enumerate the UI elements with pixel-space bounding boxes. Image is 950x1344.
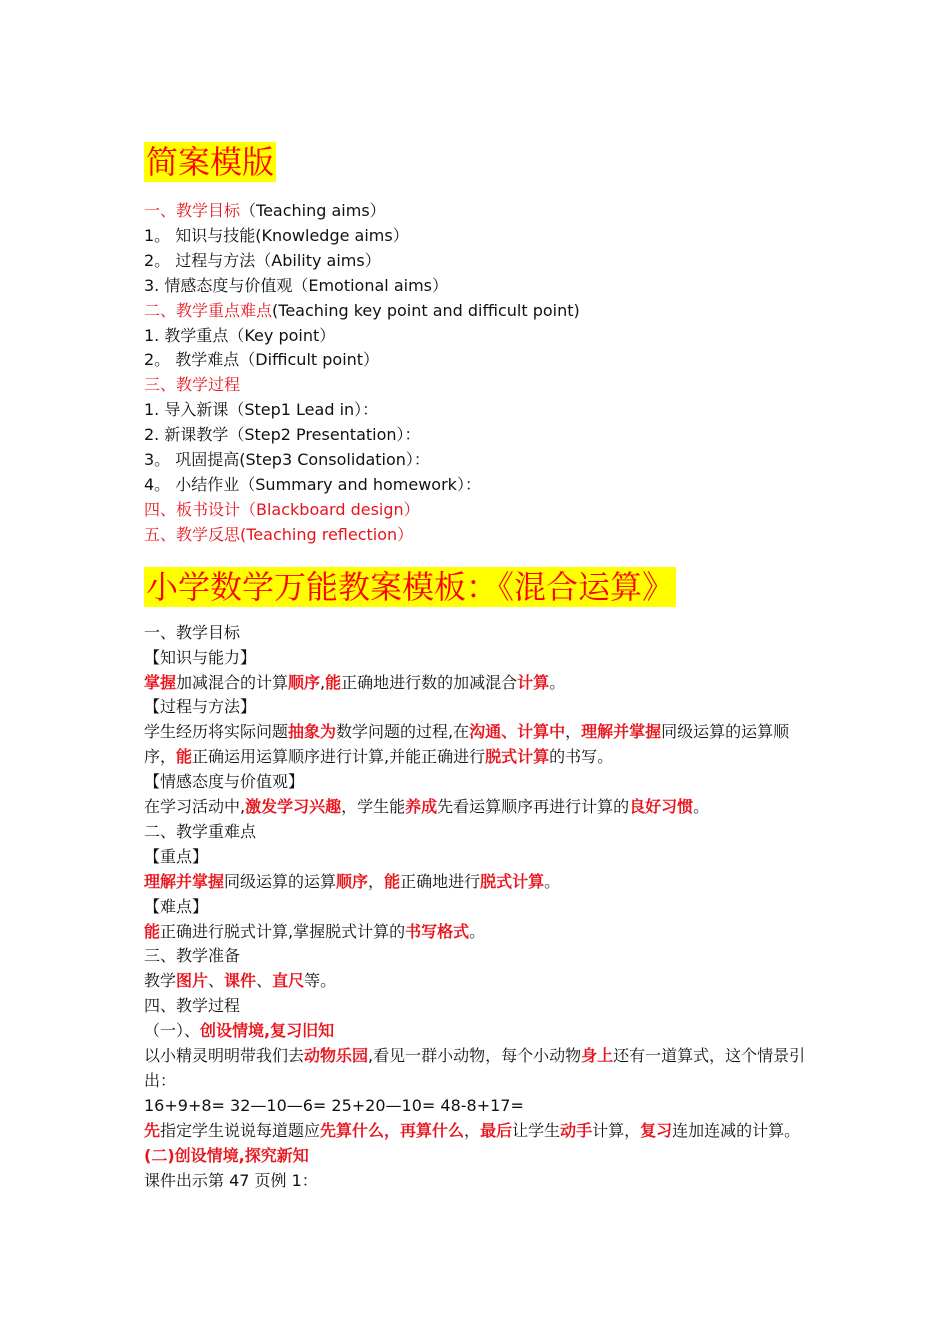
document-content [144, 142, 806, 1194]
section-heading: 一、教学目标 [144, 622, 241, 642]
emotion-paragraph: 在学习活动中,激发学习兴趣，学生能养成先看运算顺序再进行计算的良好习惯。 [144, 797, 710, 817]
outline-line: 三、教学过程 [144, 375, 241, 395]
outline-line: 一、教学目标（Teaching aims） [144, 201, 386, 220]
outline-line: 1。 知识与技能(Knowledge aims） [144, 225, 409, 245]
outline-line: 五、教学反思(Teaching reflection） [144, 524, 414, 544]
section-heading: 三、教学准备 [144, 946, 241, 966]
example-line: 课件出示第 47 页例 1： [144, 1170, 318, 1190]
outline-line: 3. 情感态度与价值观（Emotional aims） [144, 275, 448, 295]
scene-paragraph: 以小精灵明明带我们去动物乐园,看见一群小动物，每个小动物身上还有一道算式，这个情景引出： [144, 1046, 806, 1090]
outline-line: 2。 教学难点（Difficult point） [144, 350, 380, 370]
equations-line: 16+9+8= 32—10—6= 25+20—10= 48-8+17= [144, 1095, 524, 1115]
subsection-label: 【知识与能力】 [144, 647, 257, 667]
key-paragraph: 理解并掌握同级运算的运算顺序，能正确地进行脱式计算。 [144, 871, 561, 891]
outline-line: 2. 新课教学（Step2 Presentation）： [144, 425, 421, 445]
subsection-label: 【过程与方法】 [144, 697, 257, 717]
template-title: 简案模版 [146, 143, 275, 181]
outline-line: 1. 教学重点（Key point） [144, 325, 336, 345]
subsection-label: 【重点】 [144, 846, 209, 866]
outline-line: 2。 过程与方法（Ability aims） [144, 250, 381, 270]
section-heading: 二、教学重难点 [144, 821, 257, 841]
difficulty-paragraph: 能正确进行脱式计算,掌握脱式计算的书写格式。 [144, 921, 486, 941]
outline-line: 二、教学重点难点(Teaching key point and difficult point) [144, 300, 580, 320]
instruction-paragraph: 先指定学生说说每道题应先算什么，再算什么，最后让学生动手计算，复习连加连减的计算。 [144, 1120, 801, 1140]
outline-line: 4。 小结作业（Summary and homework）： [144, 474, 481, 494]
step-heading: （一）、创设情境,复习旧知 [144, 1021, 335, 1041]
outline-line: 四、板书设计（Blackboard design） [144, 499, 420, 519]
process-paragraph: 学生经历将实际问题抽象为数学问题的过程,在沟通、计算中，理解并掌握同级运算的运算顺序，能正确运用运算顺序进行计算,并能正确进行脱式计算的书写。 [144, 722, 790, 767]
outline-line: 3。 巩固提高(Step3 Consolidation）： [144, 450, 430, 470]
subsection-label: 【难点】 [144, 896, 209, 916]
lesson-body [144, 621, 806, 1194]
subsection-label: 【情感态度与价值观】 [144, 772, 305, 792]
knowledge-paragraph: 掌握加减混合的计算顺序,能正确地进行数的加减混合计算。 [144, 672, 566, 692]
outline-line: 1. 导入新课（Step1 Lead in）： [144, 400, 379, 420]
lesson-title: 小学数学万能教案模板：《混合运算》 [146, 567, 675, 606]
prep-paragraph: 教学图片、课件、直尺等。 [144, 971, 337, 991]
step-heading: (二)创设情境,探究新知 [144, 1145, 309, 1165]
template-outline [144, 199, 806, 548]
section-heading: 四、教学过程 [144, 996, 241, 1016]
